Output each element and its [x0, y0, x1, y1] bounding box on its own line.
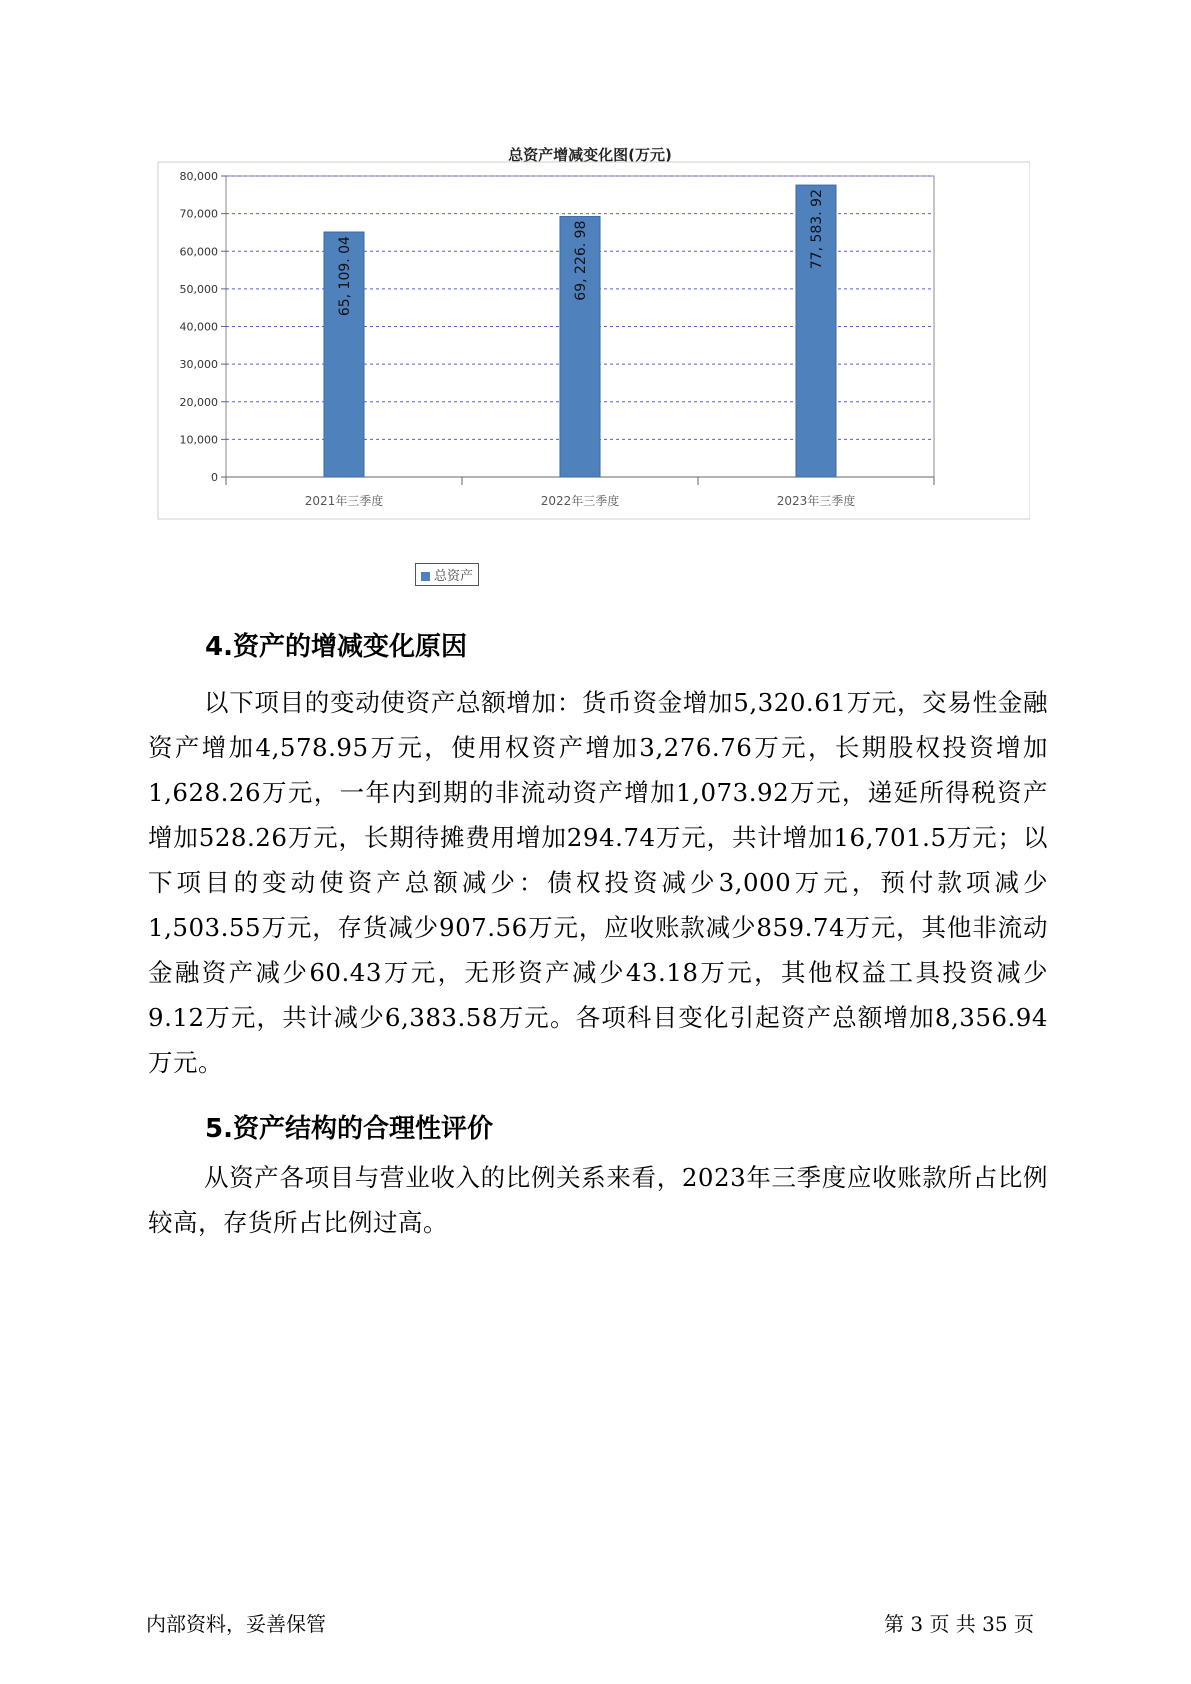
legend-label: 总资产 [434, 569, 474, 584]
y-tick-label: 20,000 [179, 395, 218, 409]
y-tick-label: 60,000 [179, 245, 218, 259]
section-5-paragraph: 从资产各项目与营业收入的比例关系来看，2023年三季度应收账款所占比例较高，存货所占比例过高。 [148, 1163, 1048, 1237]
x-tick-label: 2022年三季度 [540, 494, 620, 508]
chart-title: 总资产增减变化图(万元) [508, 146, 672, 164]
x-tick-label: 2021年三季度 [304, 494, 384, 508]
total-assets-chart [150, 140, 1020, 600]
legend-swatch [421, 572, 430, 581]
x-tick-label: 2023年三季度 [776, 494, 856, 508]
chart-plot [150, 140, 1030, 560]
y-tick-label: 80,000 [179, 170, 218, 183]
bar-data-label: 69, 226. 98 [573, 220, 589, 301]
section-4-heading: 4.资产的增减变化原因 [205, 632, 467, 662]
section-5-heading: 5.资产结构的合理性评价 [205, 1114, 493, 1144]
section-4-paragraph: 以下项目的变动使资产总额增加：货币资金增加5,320.61万元，交易性金融资产增加4,578.95万元，使用权资产增加3,276.76万元，长期股权投资增加1,628.26万元，一年内到期的非流动资产增加1,073.92万元，递延所得税资产增加528.26万元，长期待摊费用增加294.74万元，共计增加16,701.5万元；以下项目的变动使资产总额减少：债权投资减少3,000万元，预付款项减少1,503.55万元，存货减少907.56万元，应收账款减少859.74万元，其他非流动金融资产减少60.43万元，无形资产减少43.18万元，其他权益工具投资减少9.12万元，共计减少6,383.58万元。各项科目变化引起资产总额增加8,356.94万元。 [148, 688, 1048, 1077]
chart-legend [415, 563, 479, 586]
y-tick-label: 30,000 [179, 358, 218, 372]
y-tick-label: 10,000 [179, 433, 218, 447]
y-tick-label: 40,000 [179, 320, 218, 334]
bar-data-label: 77, 583. 92 [809, 189, 825, 270]
y-tick-label: 0 [211, 471, 218, 484]
bar-data-label: 65, 109. 04 [337, 236, 353, 317]
y-tick-label: 50,000 [179, 282, 218, 296]
footer-confidential: 内部资料，妥善保管 [146, 1612, 326, 1636]
y-tick-label: 70,000 [179, 207, 218, 221]
footer-page-number: 第 3 页 共 35 页 [884, 1612, 1034, 1636]
